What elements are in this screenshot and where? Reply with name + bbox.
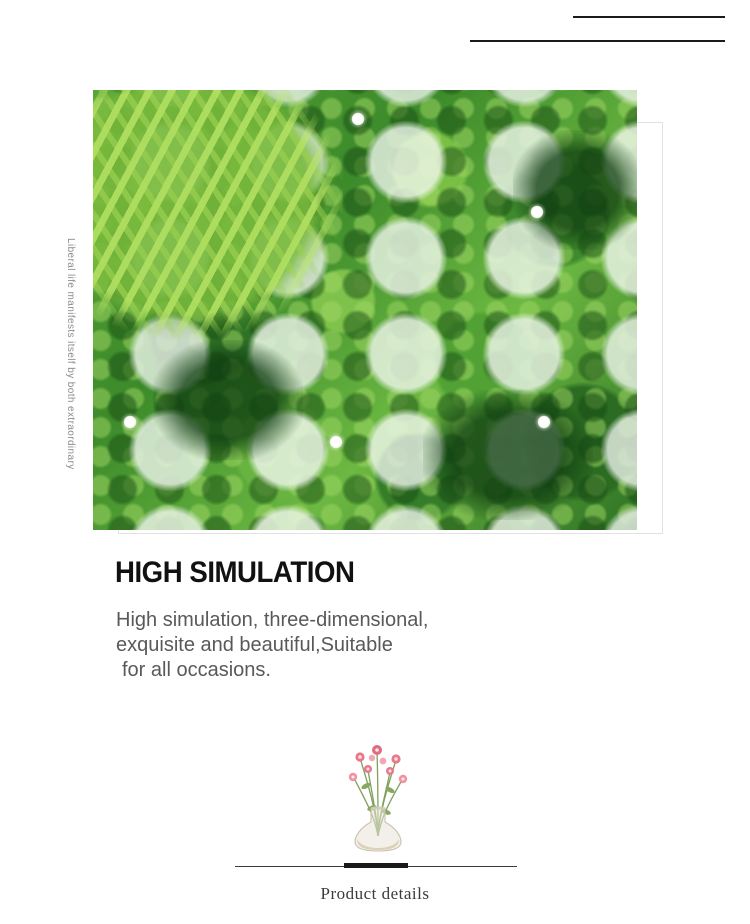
hero-foliage-image bbox=[93, 90, 637, 530]
white-flower-icon bbox=[530, 205, 544, 219]
page-title: HIGH SIMULATION bbox=[115, 556, 355, 589]
white-flower-icon bbox=[329, 435, 343, 449]
body-copy-line-2: exquisite and beautiful,Suitable bbox=[116, 634, 393, 656]
white-flower-icon bbox=[123, 415, 137, 429]
white-flower-icon bbox=[537, 415, 551, 429]
body-copy-line-3: for all occasions. bbox=[122, 659, 271, 681]
side-caption: Liberal life manifests itself by both extraordinary bbox=[65, 238, 76, 470]
foliage-dark-patch bbox=[153, 340, 303, 460]
grass-blades-cluster bbox=[93, 90, 343, 340]
vase-svg bbox=[330, 724, 426, 852]
white-flower-icon bbox=[351, 112, 365, 126]
top-rule-secondary bbox=[470, 40, 725, 42]
body-copy bbox=[116, 608, 556, 683]
body-copy-line-1: High simulation, three-dimensional, bbox=[116, 609, 429, 631]
top-rule-primary bbox=[573, 16, 725, 18]
flower-vase-illustration bbox=[330, 724, 426, 852]
foliage-dark-patch bbox=[423, 390, 593, 520]
footer-label: Product details bbox=[320, 884, 430, 903]
footer-accent-bar bbox=[344, 863, 408, 868]
foliage-dark-patch bbox=[513, 130, 637, 250]
